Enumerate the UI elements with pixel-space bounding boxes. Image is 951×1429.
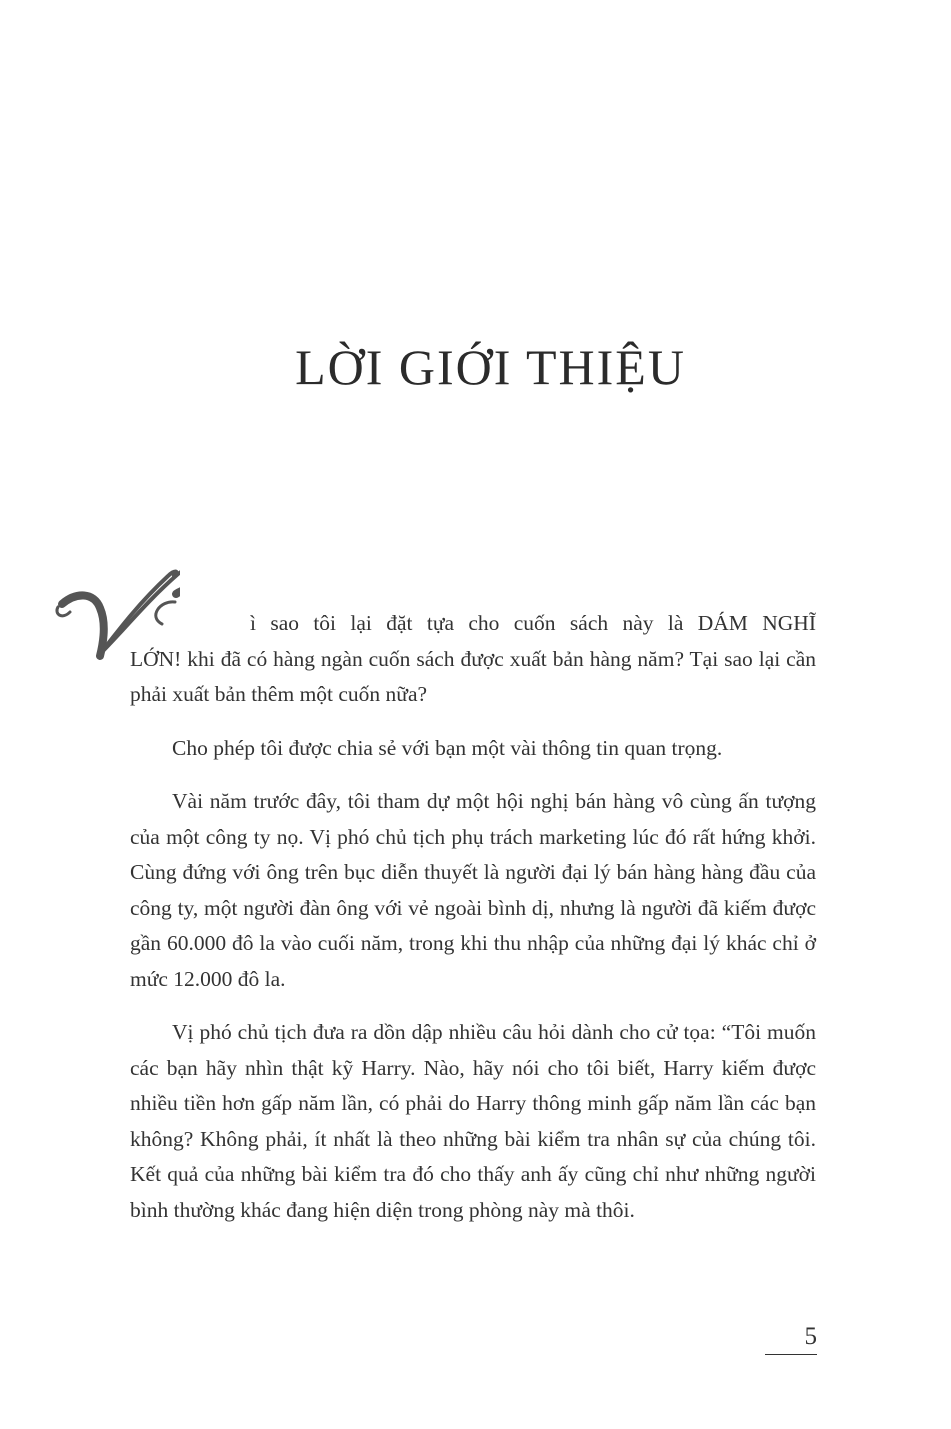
page-number: 5 [804, 1323, 817, 1350]
paragraph-3: Vài năm trước đây, tôi tham dự một hội nghị bán hàng vô cùng ấn tượng của một công ty nọ. Vị phó chủ tịch phụ trách marketing lúc đó rất hứng khởi. Cùng đứng với ông trên bục diễn thuyết là người đại lý bán hàng hàng đầu của công ty, một người đàn ông với vẻ ngoài bình dị, nhưng là người đã kiếm được gần 60.000 đô la vào cuối năm, trong khi thu nhập của những đại lý khác chỉ ở mức 12.000 đô la. [130, 789, 816, 991]
paragraph-4: Vị phó chủ tịch đưa ra dồn dập nhiều câu hỏi dành cho cử tọa: “Tôi muốn các bạn hãy nhìn thật kỹ Harry. Nào, hãy nói cho tôi biết, Harry kiếm được nhiều tiền hơn gấp năm lần, có phải do Harry thông minh gấp năm lần các bạn không? Không phải, ít nhất là theo những bài kiểm tra nhân sự của chúng tôi. Kết quả của những bài kiểm tra đó cho thấy anh ấy cũng chỉ như những người bình thường khác đang hiện diện trong phòng này mà thôi. [130, 1020, 816, 1222]
paragraph-1-rest: LỚN! khi đã có hàng ngàn cuốn sách được xuất bản hàng năm? Tại sao lại cần phải xuất bản thêm một cuốn nữa? [130, 646, 816, 706]
paragraph-1-first-line: ì sao tôi lại đặt tựa cho cuốn sách này là DÁM NGHĨ [250, 611, 816, 635]
paragraph-2: Cho phép tôi được chia sẻ với bạn một vài thông tin quan trọng. [172, 735, 723, 760]
page-number-footer [765, 1320, 817, 1355]
paragraph-1 [130, 606, 816, 713]
body-text [130, 606, 816, 1246]
chapter-title: LỜI GIỚI THIỆU [295, 339, 686, 395]
